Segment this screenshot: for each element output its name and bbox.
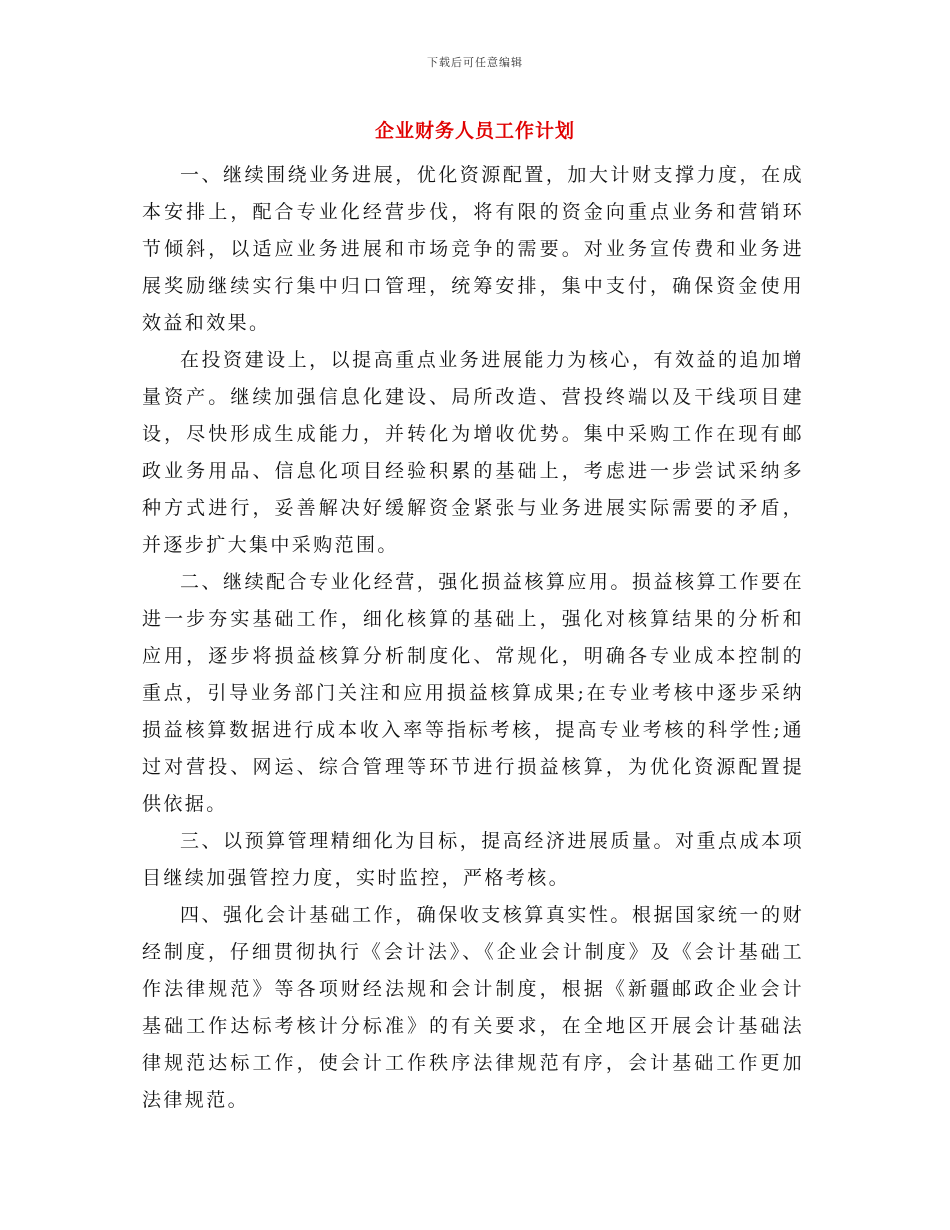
document-title: 企业财务人员工作计划 <box>374 120 575 142</box>
paragraph-5: 四、强化会计基础工作，确保收支核算真实性。根据国家统一的财经制度，仔细贯彻执行《会计法》、《企业会计制度》及《会计基础工作法律规范》等各项财经法规和会计制度，根据《新疆邮政企业会计基础工作达标考核计分标准》的有关要求，在全地区开展会计基础法律规范达标工作，使会计工作秩序法律规范有序，会计基础工作更加法律规范。 <box>142 904 804 1111</box>
paragraph-3: 二、继续配合专业化经营，强化损益核算应用。损益核算工作要在进一步夯实基础工作，细化核算的基础上，强化对核算结果的分析和应用，逐步将损益核算分析制度化、常规化，明确各专业成本控制的重点，引导业务部门关注和应用损益核算成果;在专业考核中逐步采纳损益核算数据进行成本收入率等指标考核，提高专业考核的科学性;通过对营投、网运、综合管理等环节进行损益核算，为优化资源配置提供依据。 <box>142 571 804 815</box>
document-body <box>142 157 804 1119</box>
paragraph-4: 三、以预算管理精细化为目标，提高经济进展质量。对重点成本项目继续加强管控力度，实时监控，严格考核。 <box>142 830 804 889</box>
paragraph-2: 在投资建设上，以提高重点业务进展能力为核心，有效益的追加增量资产。继续加强信息化建设、局所改造、营投终端以及干线项目建设，尽快形成生成能力，并转化为增收优势。集中采购工作在现有邮政业务用品、信息化项目经验积累的基础上，考虑进一步尝试采纳多种方式进行，妥善解决好缓解资金紧张与业务进展实际需要的矛盾，并逐步扩大集中采购范围。 <box>142 349 804 556</box>
header-note: 下载后可任意编辑 <box>427 56 523 69</box>
paragraph-1: 一、继续围绕业务进展，优化资源配置，加大计财支撑力度，在成本安排上，配合专业化经营步伐，将有限的资金向重点业务和营销环节倾斜，以适应业务进展和市场竞争的需要。对业务宣传费和业务进展奖励继续实行集中归口管理，统筹安排，集中支付，确保资金使用效益和效果。 <box>142 164 804 334</box>
